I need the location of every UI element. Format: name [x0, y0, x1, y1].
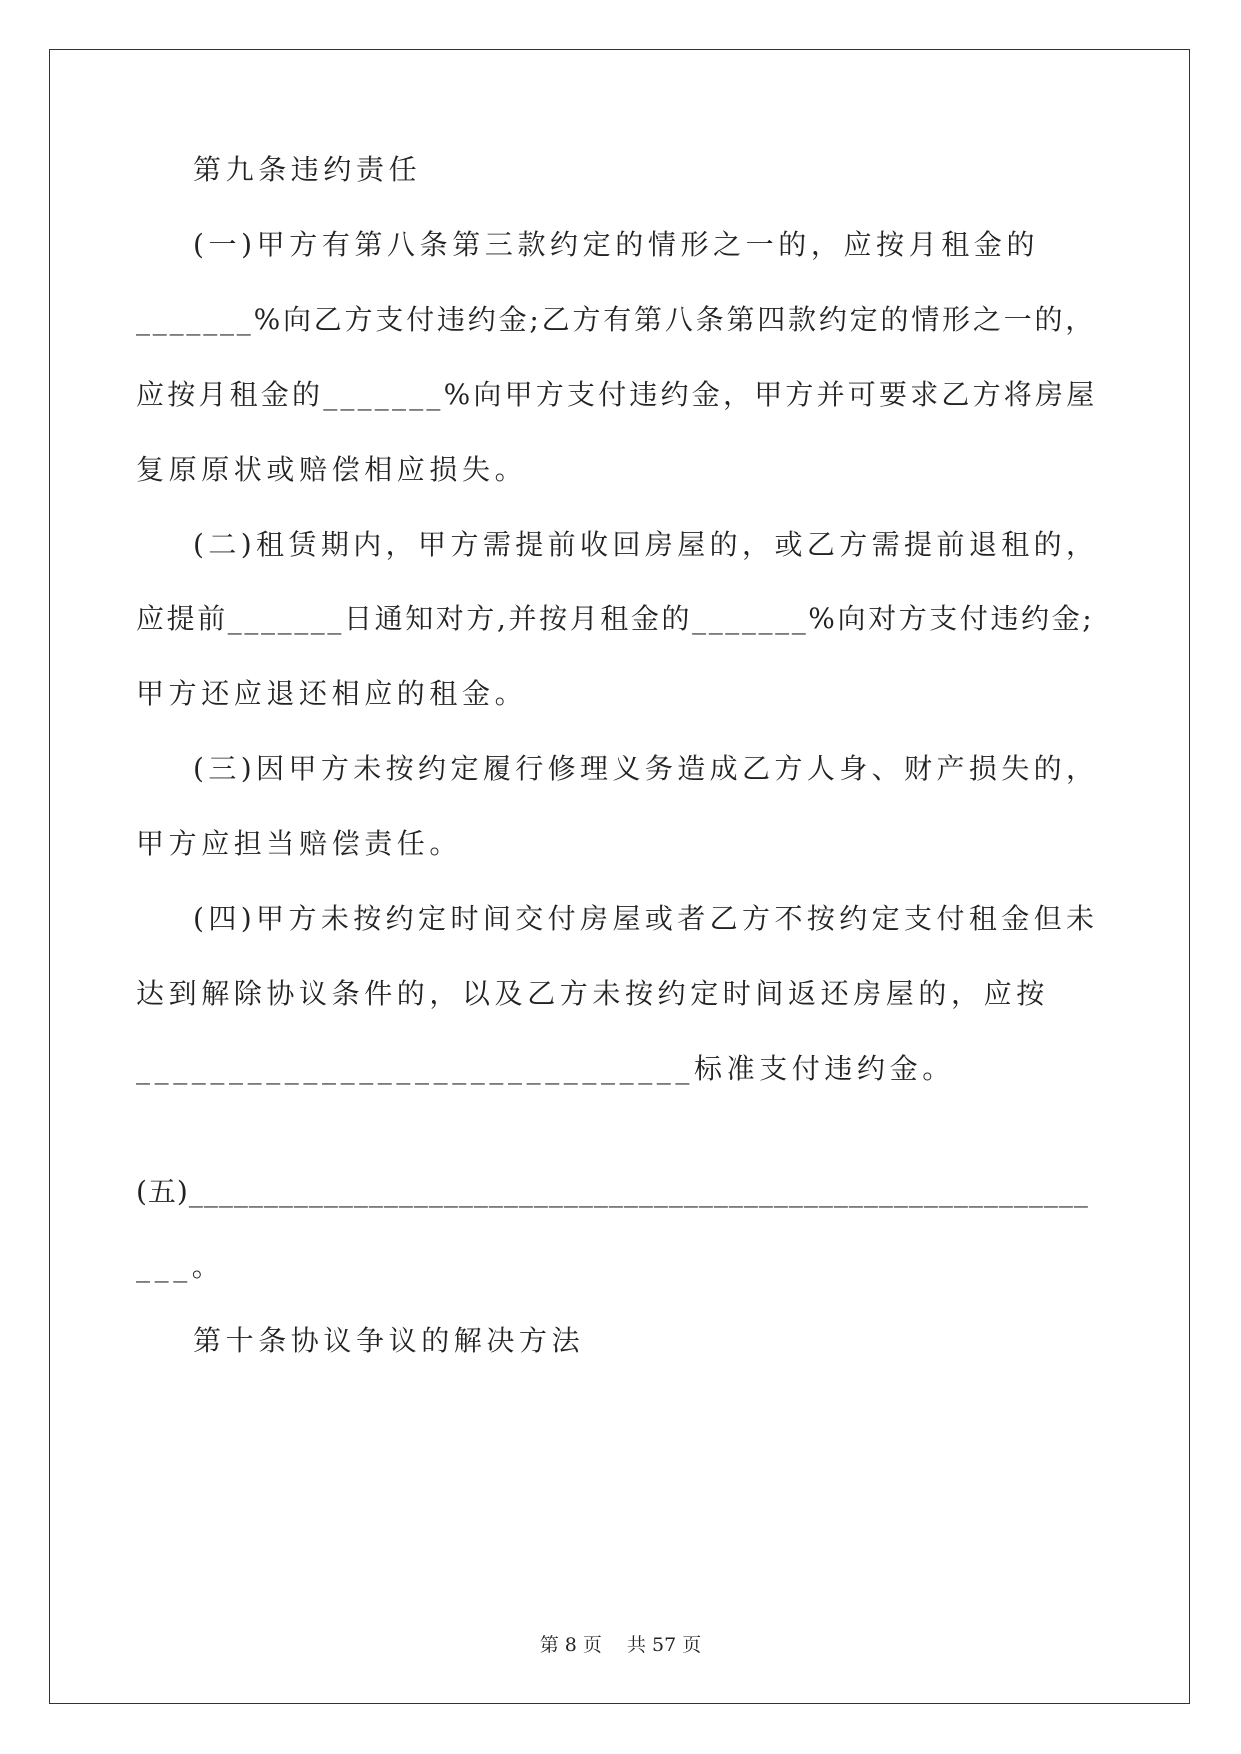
clause-1-text: 应按月租金的_______%向甲方支付违约金，甲方并可要求乙方将房屋	[136, 378, 1098, 411]
clause-5-text: ___。	[136, 1250, 225, 1283]
page-number-footer: 第 8 页 共 57 页	[539, 1634, 702, 1656]
article-9-heading: 第九条违约责任	[193, 153, 422, 186]
clause-3-text: (三)因甲方未按约定履行修理义务造成乙方人身、财产损失的，	[193, 752, 1099, 785]
clause-1-text: 复原原状或赔偿相应损失。	[136, 453, 528, 486]
clause-4-text: ______________________________标准支付违约金。	[136, 1052, 955, 1085]
article-10-heading: 第十条协议争议的解决方法	[193, 1324, 585, 1357]
clause-2-text: (二)租赁期内，甲方需提前收回房屋的，或乙方需提前退租的，	[193, 528, 1099, 561]
clause-1-text: (一)甲方有第八条第三款约定的情形之一的，应按月租金的	[193, 228, 1040, 261]
clause-3-text: 甲方应担当赔偿责任。	[136, 827, 463, 860]
page-border	[49, 49, 1190, 1704]
clause-2-text: 应提前_______日通知对方,并按月租金的_______%向对方支付违约金;	[136, 602, 1095, 635]
clause-4-text: (四)甲方未按约定时间交付房屋或者乙方不按约定支付租金但未	[193, 902, 1099, 935]
clause-4-text: 达到解除协议条件的，以及乙方未按约定时间返还房屋的，应按	[136, 977, 1049, 1010]
clause-2-text: 甲方还应退还相应的租金。	[136, 677, 528, 710]
clause-1-text: _______%向乙方支付违约金;乙方有第八条第四款约定的情形之一的，	[136, 303, 1097, 336]
clause-5-text: (五)____________________________________________________________	[136, 1175, 1089, 1208]
